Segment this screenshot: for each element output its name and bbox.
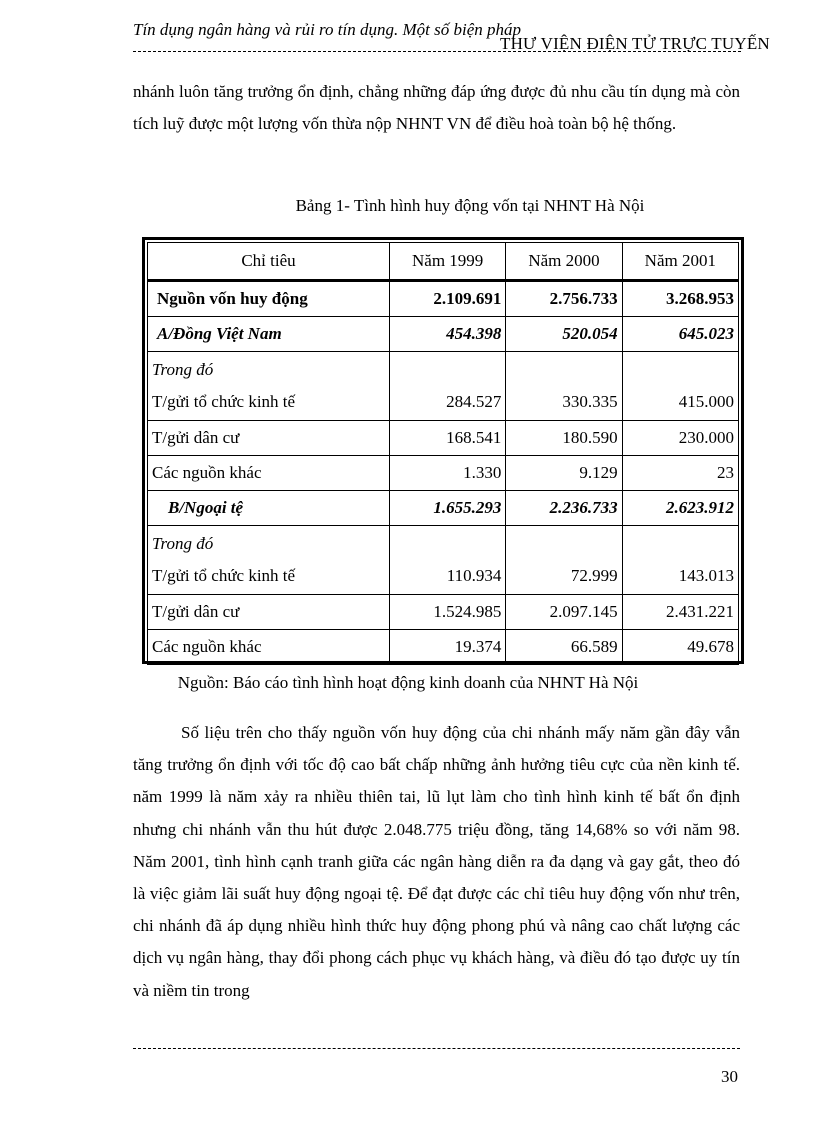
row-subheading: Trong đó <box>152 360 214 379</box>
row-value-2000: 2.756.733 <box>506 281 622 317</box>
row-value-2000: 2.236.733 <box>506 491 622 526</box>
table-row <box>148 595 739 630</box>
row-value-2001: 23 <box>622 456 738 491</box>
row-value-2000: 66.589 <box>506 630 622 665</box>
table-row <box>148 352 739 421</box>
table-row <box>148 317 739 352</box>
capital-table-grid <box>147 242 739 665</box>
header-cell-indicator: Chỉ tiêu <box>148 243 390 281</box>
header-cell-1999: Năm 1999 <box>390 243 506 281</box>
page-number: 30 <box>721 1067 738 1086</box>
row-subheading: Trong đó <box>152 534 214 553</box>
row-label: T/gửi dân cư <box>148 595 390 630</box>
row-value-2001: 2.431.221 <box>622 595 738 630</box>
row-label-cell <box>148 526 390 595</box>
footer-divider <box>133 1048 740 1049</box>
row-value-2001: 49.678 <box>622 630 738 665</box>
row-value-2000-cell <box>506 526 622 595</box>
row-value-2001: 2.623.912 <box>622 491 738 526</box>
row-label-cell <box>148 352 390 421</box>
row-value-2001-cell <box>622 352 738 421</box>
table-caption: Bảng 1- Tình hình huy động vốn tại NHNT Hà Nội <box>295 196 645 215</box>
table-row <box>148 630 739 665</box>
row-value-1999: 2.109.691 <box>390 281 506 317</box>
row-label: Nguồn vốn huy động <box>148 281 390 317</box>
table-row <box>148 491 739 526</box>
row-value-1999: 1.330 <box>390 456 506 491</box>
row-label: T/gửi tổ chức kinh tế <box>152 392 296 411</box>
table-row <box>148 421 739 456</box>
row-value-1999: 454.398 <box>390 317 506 352</box>
row-value-2001: 230.000 <box>622 421 738 456</box>
row-value-1999: 19.374 <box>390 630 506 665</box>
table-row <box>148 281 739 317</box>
row-value-2001: 645.023 <box>622 317 738 352</box>
row-value-2001: 143.013 <box>678 566 734 585</box>
row-value-2000: 330.335 <box>562 392 618 411</box>
row-value-2001: 415.000 <box>678 392 734 411</box>
capital-table <box>142 237 744 664</box>
row-value-2000: 2.097.145 <box>506 595 622 630</box>
row-value-2001-cell <box>622 526 738 595</box>
header-title: Tín dụng ngân hàng và rủi ro tín dụng. Một số biện pháp <box>133 20 522 39</box>
table-source: Nguồn: Báo cáo tình hình hoạt động kinh doanh của NHNT Hà Nội <box>177 673 639 692</box>
paragraph-2: Số liệu trên cho thấy nguồn vốn huy động của chi nhánh mấy năm gần đây vẫn tăng trưởng ổn định với tốc độ cao bất chấp những ảnh hưởng tiêu cực của nền kinh tế. năm 1999 là năm xảy ra nhiều thiên tai, lũ lụt làm cho tình hình kinh tế bất ổn định nhưng chi nhánh vẫn thu hút được 2.048.775 triệu đồng, tăng 14,68% so với năm 98. Năm 2001, tình hình cạnh tranh giữa các ngân hàng diễn ra đa dạng và gay gắt, theo đó là việc giảm lãi suất huy động ngoại tệ. Để đạt được các chỉ tiêu huy động vốn như trên, chi nhánh đã áp dụng nhiều hình thức huy động phong phú và nâng cao chất lượng các dịch vụ ngân hàng, thay đổi phong cách phục vụ khách hàng, và điều đó tạo được uy tín và niềm tin trong <box>133 723 740 1000</box>
row-label: B/Ngoại tệ <box>148 491 390 526</box>
row-value-1999: 1.655.293 <box>390 491 506 526</box>
row-value-1999-cell <box>390 352 506 421</box>
row-value-1999: 168.541 <box>390 421 506 456</box>
table-header-row <box>148 243 739 281</box>
header-divider <box>133 51 741 52</box>
row-value-1999: 1.524.985 <box>390 595 506 630</box>
row-value-2001: 3.268.953 <box>622 281 738 317</box>
row-value-2000: 72.999 <box>570 566 618 585</box>
row-label: Các nguồn khác <box>148 456 390 491</box>
row-label: A/Đồng Việt Nam <box>148 317 390 352</box>
row-label: T/gửi tổ chức kinh tế <box>152 566 296 585</box>
table-row <box>148 456 739 491</box>
row-label: T/gửi dân cư <box>148 421 390 456</box>
header-cell-2000: Năm 2000 <box>506 243 622 281</box>
row-value-1999: 110.934 <box>446 566 502 585</box>
header-watermark: THƯ VIỆN ĐIỆN TỬ TRỰC TUYẾN <box>500 34 770 53</box>
row-value-1999: 284.527 <box>446 392 502 411</box>
row-value-1999-cell <box>390 526 506 595</box>
table-row <box>148 526 739 595</box>
paragraph-1: nhánh luôn tăng trưởng ổn định, chẳng những đáp ứng được đủ nhu cầu tín dụng mà còn tích luỹ được một lượng vốn thừa nộp NHNT VN để điều hoà toàn bộ hệ thống. <box>133 82 740 134</box>
row-value-2000: 9.129 <box>506 456 622 491</box>
header-cell-2001: Năm 2001 <box>622 243 738 281</box>
row-value-2000: 180.590 <box>506 421 622 456</box>
row-label: Các nguồn khác <box>148 630 390 665</box>
row-value-2000: 520.054 <box>506 317 622 352</box>
row-value-2000-cell <box>506 352 622 421</box>
